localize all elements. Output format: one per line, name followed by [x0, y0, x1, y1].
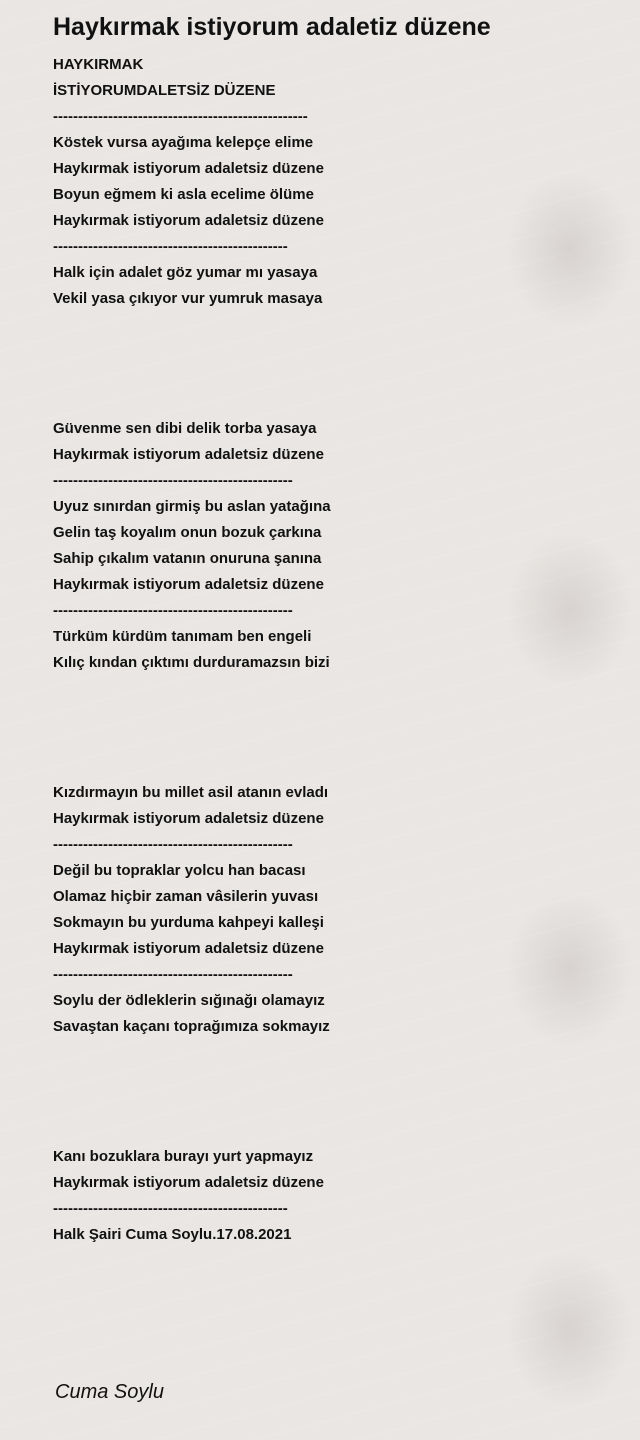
poem-line: Haykırmak istiyorum adaletsiz düzene — [53, 940, 324, 957]
poem-line: Sokmayın bu yurduma kahpeyi kalleşi — [53, 914, 324, 931]
stanza-gap — [53, 676, 331, 702]
poem-line: Gelin taş koyalım onun bozuk çarkına — [53, 524, 322, 541]
poem-line: Haykırmak istiyorum adaletsiz düzene — [53, 1174, 324, 1191]
stanza-gap — [53, 364, 331, 390]
stanza-gap — [53, 1118, 331, 1144]
poem-line: HAYKIRMAK — [53, 56, 144, 73]
poem-line: Boyun eğmem ki asla ecelime ölüme — [53, 186, 314, 203]
poem-line: Haykırmak istiyorum adaletsiz düzene — [53, 212, 324, 229]
poem-divider: ----------------------------------------------- — [53, 1200, 288, 1217]
poem-divider: --------------------------------------------------- — [53, 108, 308, 125]
poem-line: Değil bu topraklar yolcu han bacası — [53, 862, 306, 879]
poem-line: Kılıç kından çıktımı durduramazsın bizi — [53, 654, 330, 671]
stanza-gap — [53, 1040, 331, 1066]
poem-divider: ------------------------------------------------ — [53, 966, 293, 983]
poem-line: Halk Şairi Cuma Soylu.17.08.2021 — [53, 1226, 292, 1243]
stanza-gap — [53, 390, 331, 416]
poem-line: Savaştan kaçanı toprağımıza sokmayız — [53, 1018, 330, 1035]
stanza-gap — [53, 728, 331, 754]
poem-line: Haykırmak istiyorum adaletsiz düzene — [53, 576, 324, 593]
stanza-gap — [53, 754, 331, 780]
poem-line: Haykırmak istiyorum adaletsiz düzene — [53, 810, 324, 827]
poem-divider: ------------------------------------------------ — [53, 836, 293, 853]
poem-line: Uyuz sınırdan girmiş bu aslan yatağına — [53, 498, 331, 515]
stanza-gap — [53, 702, 331, 728]
poem-line: Soylu der ödleklerin sığınağı olamayız — [53, 992, 325, 1009]
poem-line: Vekil yasa çıkıyor vur yumruk masaya — [53, 290, 323, 307]
poem-line: Haykırmak istiyorum adaletsiz düzene — [53, 446, 324, 463]
poem-line: Kızdırmayın bu millet asil atanın evladı — [53, 784, 329, 801]
poem-line: Sahip çıkalım vatanın onuruna şanına — [53, 550, 322, 567]
poem-line: Olamaz hiçbir zaman vâsilerin yuvası — [53, 888, 319, 905]
poem-line: Kanı bozuklara burayı yurt yapmayız — [53, 1148, 314, 1165]
stanza-gap — [53, 312, 331, 338]
stanza-gap — [53, 338, 331, 364]
poem-line: Haykırmak istiyorum adaletsiz düzene — [53, 160, 324, 177]
poem-line: Köstek vursa ayağıma kelepçe elime — [53, 134, 314, 151]
poem-line: İSTİYORUMDALETSİZ DÜZENE — [53, 82, 276, 99]
author-signature: Cuma Soylu — [55, 1381, 164, 1403]
poem-line: Halk için adalet göz yumar mı yasaya — [53, 264, 318, 281]
poem-body — [53, 52, 331, 1248]
poem-line: Güvenme sen dibi delik torba yasaya — [53, 420, 317, 437]
poem-line: Türküm kürdüm tanımam ben engeli — [53, 628, 312, 645]
poem-divider: ------------------------------------------------ — [53, 602, 293, 619]
poem-divider: ----------------------------------------------- — [53, 238, 288, 255]
stanza-gap — [53, 1066, 331, 1092]
stanza-gap — [53, 1092, 331, 1118]
poem-divider: ------------------------------------------------ — [53, 472, 293, 489]
poem-title: Haykırmak istiyorum adaletiz düzene — [53, 13, 491, 41]
